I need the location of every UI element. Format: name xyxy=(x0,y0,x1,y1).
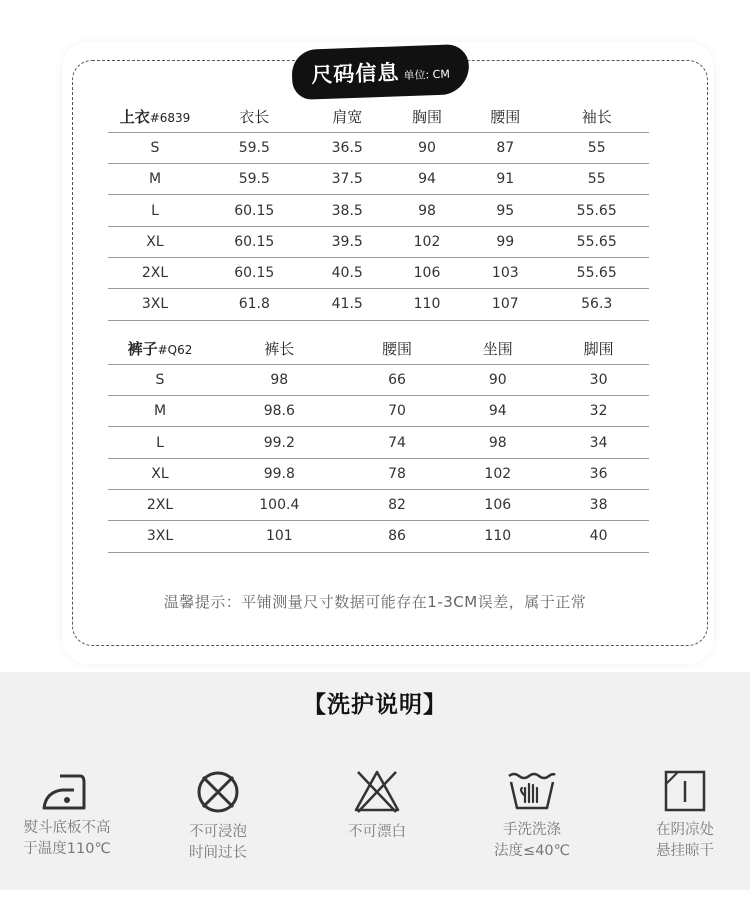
measurement-cell: 55 xyxy=(544,164,649,195)
measurement-cell: 98 xyxy=(447,427,548,458)
table-row xyxy=(108,289,649,320)
measurement-cell: 30 xyxy=(548,364,649,395)
measurement-tip: 温馨提示：平铺测量尺寸数据可能存在1-3CM误差，属于正常 xyxy=(163,593,587,611)
measurement-cell: 98 xyxy=(388,195,466,226)
measurement-cell: 59.5 xyxy=(202,164,307,195)
measurement-cell: 70 xyxy=(347,396,448,427)
table-row xyxy=(108,427,649,458)
measurement-cell: 55.65 xyxy=(544,257,649,288)
size-title-badge xyxy=(291,44,470,100)
size-title: 尺码信息 xyxy=(310,60,400,88)
column-header: 腰围 xyxy=(466,101,544,132)
measurement-cell: 101 xyxy=(212,521,347,552)
care-item-hand-wash xyxy=(467,768,597,862)
measurement-cell: 91 xyxy=(466,164,544,195)
measurement-cell: 40 xyxy=(548,521,649,552)
care-item-shade-dry xyxy=(620,768,750,862)
measurement-cell: 87 xyxy=(466,132,544,163)
measurement-cell: 56.3 xyxy=(544,289,649,320)
measurement-cell: 86 xyxy=(347,521,448,552)
column-header: 腰围 xyxy=(347,333,448,364)
column-header: 肩宽 xyxy=(307,101,388,132)
care-label-line: 不可浸泡 xyxy=(189,824,247,840)
size-cell: S xyxy=(108,364,212,395)
care-item-no-soak xyxy=(153,768,283,864)
column-header: 脚围 xyxy=(548,333,649,364)
measurement-cell: 55.65 xyxy=(544,226,649,257)
measurement-cell: 98.6 xyxy=(212,396,347,427)
measurement-cell: 98 xyxy=(212,364,347,395)
measurement-cell: 55.65 xyxy=(544,195,649,226)
measurement-cell: 110 xyxy=(388,289,466,320)
top-code: #6839 xyxy=(149,110,191,125)
table-row xyxy=(108,521,649,552)
care-label-line: 悬挂晾干 xyxy=(656,843,714,859)
care-label-line: 于温度110℃ xyxy=(23,841,111,857)
measurement-cell: 66 xyxy=(347,364,448,395)
measurement-cell: 61.8 xyxy=(202,289,307,320)
column-header: 坐围 xyxy=(447,333,548,364)
care-label-line: 时间过长 xyxy=(189,845,247,861)
pants-label: 裤子 xyxy=(127,339,158,358)
care-section xyxy=(0,672,750,890)
pants-size-table xyxy=(108,333,649,553)
measurement-cell: 110 xyxy=(447,521,548,552)
care-label-line: 在阴凉处 xyxy=(656,822,714,838)
table-row xyxy=(108,257,649,288)
measurement-cell: 60.15 xyxy=(202,257,307,288)
no-soak-icon xyxy=(194,768,242,816)
top-label: 上衣 xyxy=(119,107,150,126)
care-label-line: 法度≤40℃ xyxy=(494,843,570,859)
measurement-cell: 94 xyxy=(388,164,466,195)
size-cell: 2XL xyxy=(108,257,202,288)
care-label-line: 手洗洗涤 xyxy=(503,822,561,838)
measurement-cell: 41.5 xyxy=(307,289,388,320)
page-footer-gap xyxy=(0,890,750,918)
size-cell: M xyxy=(108,396,212,427)
measurement-cell: 102 xyxy=(388,226,466,257)
measurement-cell: 37.5 xyxy=(307,164,388,195)
table-row xyxy=(108,458,649,489)
column-header: 袖长 xyxy=(544,101,649,132)
size-cell: XL xyxy=(108,458,212,489)
measurement-cell: 102 xyxy=(447,458,548,489)
column-header: 胸围 xyxy=(388,101,466,132)
table-row xyxy=(108,364,649,395)
care-label-line: 不可漂白 xyxy=(348,824,406,840)
measurement-cell: 106 xyxy=(447,489,548,520)
top-size-table xyxy=(108,101,649,321)
measurement-cell: 99 xyxy=(466,226,544,257)
measurement-cell: 100.4 xyxy=(212,489,347,520)
shade-dry-icon xyxy=(662,768,708,814)
measurement-cell: 60.15 xyxy=(202,226,307,257)
measurement-cell: 82 xyxy=(347,489,448,520)
measurement-cell: 34 xyxy=(548,427,649,458)
size-cell: 2XL xyxy=(108,489,212,520)
size-cell: S xyxy=(108,132,202,163)
table-row xyxy=(108,132,649,163)
measurement-cell: 78 xyxy=(347,458,448,489)
table-row xyxy=(108,164,649,195)
table-row xyxy=(108,226,649,257)
care-title: 【洗护说明】 xyxy=(303,692,447,718)
table-row xyxy=(108,195,649,226)
measurement-cell: 38 xyxy=(548,489,649,520)
measurement-cell: 38.5 xyxy=(307,195,388,226)
pants-code: #Q62 xyxy=(157,342,193,357)
hand-wash-icon xyxy=(505,768,559,814)
top-table-corner xyxy=(108,101,202,132)
measurement-cell: 55 xyxy=(544,132,649,163)
measurement-cell: 99.2 xyxy=(212,427,347,458)
table-row xyxy=(108,489,649,520)
measurement-cell: 39.5 xyxy=(307,226,388,257)
size-cell: L xyxy=(108,427,212,458)
size-cell: 3XL xyxy=(108,521,212,552)
measurement-cell: 90 xyxy=(388,132,466,163)
measurement-cell: 95 xyxy=(466,195,544,226)
size-cell: 3XL xyxy=(108,289,202,320)
measurement-cell: 99.8 xyxy=(212,458,347,489)
measurement-cell: 106 xyxy=(388,257,466,288)
pants-table-corner xyxy=(108,333,212,364)
size-cell: L xyxy=(108,195,202,226)
size-cell: M xyxy=(108,164,202,195)
care-item-iron xyxy=(2,768,132,860)
measurement-cell: 32 xyxy=(548,396,649,427)
column-header: 衣长 xyxy=(202,101,307,132)
measurement-cell: 36 xyxy=(548,458,649,489)
table-row xyxy=(108,396,649,427)
measurement-cell: 90 xyxy=(447,364,548,395)
measurement-cell: 103 xyxy=(466,257,544,288)
size-unit: 单位: CM xyxy=(403,67,451,83)
measurement-cell: 40.5 xyxy=(307,257,388,288)
no-bleach-icon xyxy=(352,768,402,816)
measurement-cell: 59.5 xyxy=(202,132,307,163)
measurement-cell: 74 xyxy=(347,427,448,458)
table-header-row xyxy=(108,101,649,132)
iron-icon xyxy=(40,768,94,812)
care-item-no-bleach xyxy=(312,768,442,843)
measurement-cell: 107 xyxy=(466,289,544,320)
measurement-cell: 94 xyxy=(447,396,548,427)
column-header: 裤长 xyxy=(212,333,347,364)
table-header-row xyxy=(108,333,649,364)
care-label-line: 熨斗底板不高 xyxy=(23,820,111,836)
measurement-cell: 60.15 xyxy=(202,195,307,226)
measurement-cell: 36.5 xyxy=(307,132,388,163)
size-cell: XL xyxy=(108,226,202,257)
